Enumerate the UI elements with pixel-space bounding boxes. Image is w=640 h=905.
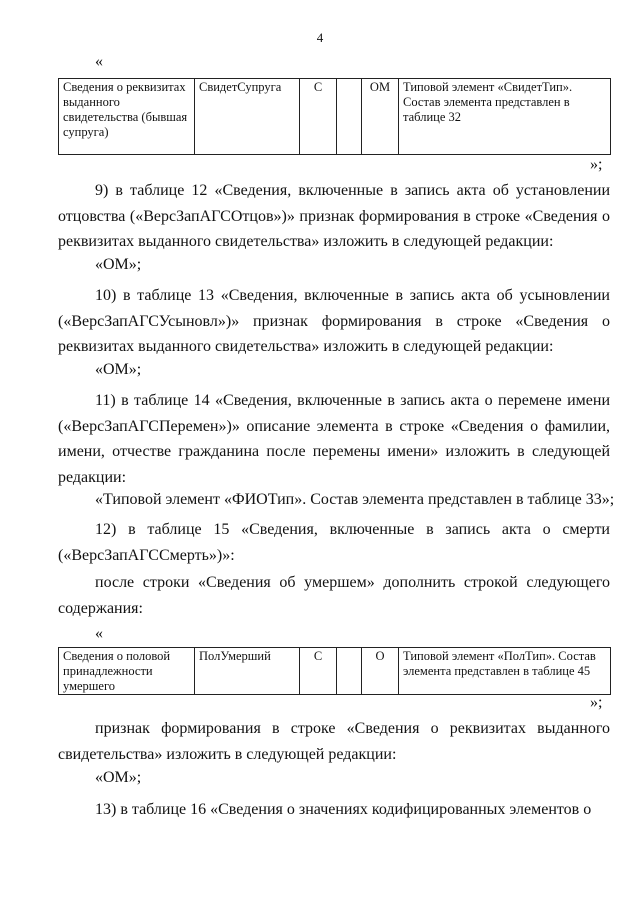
- cell-element-format: [337, 648, 362, 695]
- quote-open-2: «: [95, 625, 103, 642]
- cell-element-attr: ОМ: [362, 79, 399, 155]
- paragraph-10: 10) в таблице 13 «Сведения, включенные в запись акта об усыновлении («ВерсЗапАГСУсыновл»)» признак формирования в строке «Сведения о реквизитах выданного свидетельства» изложить в следующей редакции:: [58, 287, 610, 355]
- paragraph-9: 9) в таблице 12 «Сведения, включенные в запись акта об установлении отцовства («ВерсЗапАГСОтцов»)» признак формирования в строке «Сведения о реквизитах выданного свидетельства» изложить в следующей редакции:: [58, 182, 610, 250]
- cell-element-code: СвидетСупруга: [195, 79, 300, 155]
- om-value-1: «ОМ»;: [95, 256, 142, 273]
- cell-element-note: Типовой элемент «ПолТип». Состав элемента представлен в таблице 45: [399, 648, 611, 695]
- fio-value: «Типовой элемент «ФИОТип». Состав элемента представлен в таблице 33»;: [95, 491, 615, 508]
- om-value-3: «ОМ»;: [95, 769, 142, 786]
- cell-element-type: С: [300, 648, 337, 695]
- paragraph-sign: признак формирования в строке «Сведения о реквизитах выданного свидетельства» изложить в следующей редакции:: [58, 720, 610, 763]
- table-row-deceased-sex: [58, 647, 611, 695]
- cell-element-name: Сведения о половой принадлежности умершего: [59, 648, 195, 695]
- cell-element-type: С: [300, 79, 337, 155]
- paragraph-after-row: после строки «Сведения об умершем» дополнить строкой следующего содержания:: [58, 574, 610, 617]
- table-row-certificate-ex-wife: [58, 78, 611, 155]
- cell-element-attr: О: [362, 648, 399, 695]
- cell-element-format: [337, 79, 362, 155]
- cell-element-note: Типовой элемент «СвидетТип». Состав элемента представлен в таблице 32: [399, 79, 611, 155]
- paragraph-12: 12) в таблице 15 «Сведения, включенные в запись акта о смерти («ВерсЗапАГССмерть»)»:: [58, 521, 610, 564]
- quote-close: »;: [590, 156, 603, 173]
- page-number: 4: [316, 30, 324, 45]
- paragraph-13: 13) в таблице 16 «Сведения о значениях кодифицированных элементов о: [95, 801, 592, 818]
- quote-open: «: [95, 53, 103, 70]
- cell-element-code: ПолУмерший: [195, 648, 300, 695]
- paragraph-11: 11) в таблице 14 «Сведения, включенные в запись акта о перемене имени («ВерсЗапАГСПеремен»)» описание элемента в строке «Сведения о фамилии, имени, отчестве гражданина после перемены имени» изложить в следующей редакции:: [58, 392, 610, 486]
- cell-element-name: Сведения о реквизитах выданного свидетельства (бывшая супруга): [59, 79, 195, 155]
- quote-close-2: »;: [590, 694, 603, 711]
- om-value-2: «ОМ»;: [95, 361, 142, 378]
